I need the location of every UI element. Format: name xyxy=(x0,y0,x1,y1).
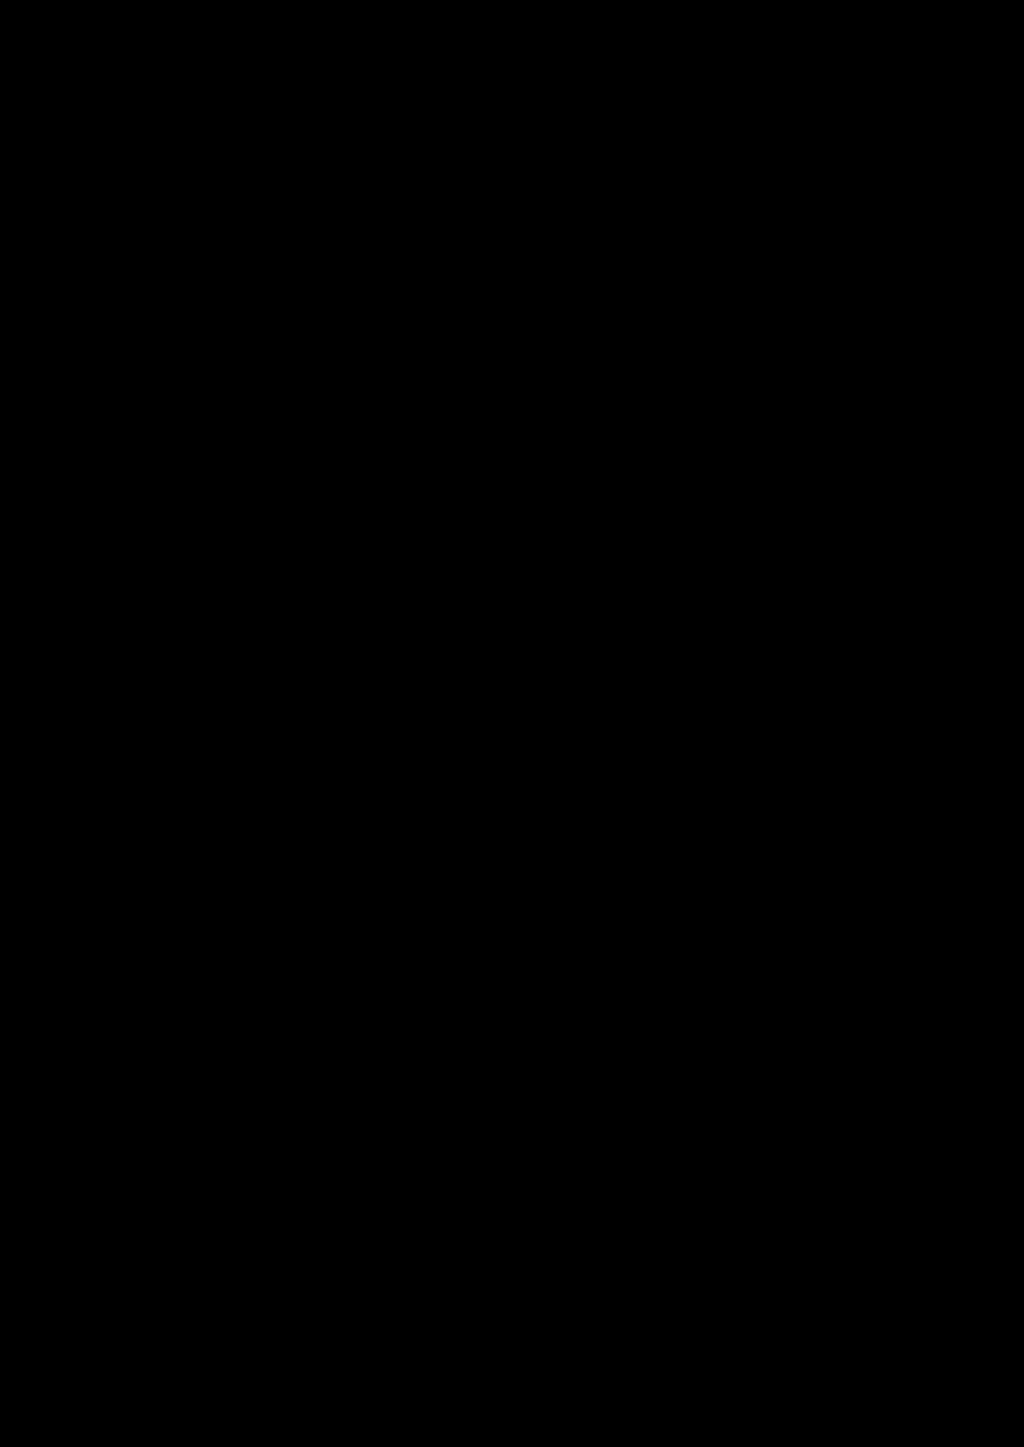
text-line: zakresie, to jest obecny na sesji pracownik PCPR, który odpowie na pytania. Uwag nikt nie xyxy=(123,488,909,509)
section-heading-ad-15: Ad 15. Ocena zasobów pomocy społecznej za rok 2014 dla powiatu kolskiego. xyxy=(123,381,746,402)
text-line: PCPR co roku składa tego typu sprawozdanie. Jeżeli radni mają jakiekolwiek pytania w tym xyxy=(123,453,909,474)
section-heading-ad-17: Ad 17. Odpowiedzi na zapytania i interpelacje. xyxy=(123,1229,502,1250)
text-line: jest do zwrotu kosztów postępowania kasacyjnego w kwocie 6 721 zł . xyxy=(123,1052,661,1073)
text-line: została podjęta, oznaczona Nr VII/46/2015 i stanowi załącznik nr 12 do protokołu. xyxy=(123,1192,752,1213)
list-item: - remont zabezpieczająco- wzmacniający i rewaloryzacja kaplicy pw. Błogosławionego xyxy=(123,770,909,791)
text-line: sprawę do ponownego rozpatrzenia. W związku z powyższym Powiat Kolski zobowiązany xyxy=(123,1017,909,1038)
text-line: Zarządu Województwa Wielkopolskiego w przedmiocie określenia przypadającej do zwrotu xyxy=(123,912,909,933)
text-line: 20 000 zł. xyxy=(123,841,199,862)
text-line: została podjęta jednogłośnie, oznaczona Nr VII/45/2015 i stanowi załącznik nr 10 do xyxy=(123,310,909,331)
text-line: Starosta Kolski Wieńczysław Oblizajek – interpelacja radnego Jana Stępińskiego xyxy=(123,1264,740,1285)
text-line: Powiatu przyjęła ocenę zasobów pomocy społecznej za rok 2014 dla powiatu kolskiego przez xyxy=(123,558,909,579)
list-item: - przekazanie przez Gminę Miejską Koło środków finansowych w wysokości 115 000 zł z xyxy=(123,701,909,722)
section-heading-ad-16: Ad 16. Podjęcie uchwały w sprawie wprowadzenia zmian w budżecie powiatu na 2015r. xyxy=(123,629,829,650)
text-line: ww. projekt uchwały. xyxy=(123,167,286,188)
text-line: Bogumiła w Dobrowie. Wnioskowana kwota dotacji z budżetu Powiatu Kolskiego wynosi xyxy=(123,807,909,828)
text-line: przeznaczeniem na remont nawierzchni ul. Konarskiego w Kole. xyxy=(123,736,616,757)
text-line: Przedecz- Rybno). NSA uchylił wyrok Wojewódzkiego Sądu Administracyjnego i przekazał xyxy=(123,982,909,1003)
text-line: kwoty dofinansowania z budżetu UE (dot. przebudowy drogi powiatowej nr 3401P Kłodawa- xyxy=(123,947,909,968)
text-line: Przewodniczący Rady Powiatu Marek Tomicki poddał pod głosowanie projekt uchwały xyxy=(123,204,909,225)
text-line: Uwag do projektu nikt nie wnosił, Przewodniczący Rady Powiatu Marek Tomicki poddał pod xyxy=(123,1087,909,1108)
text-line: w sprawie zmiany Regulaminu Organizacyjnego Starostwa Powiatowego w Kole. xyxy=(123,238,909,259)
list-item: - wyrok Naczelnego Sądu Administracyjnego w sprawie skargi Powiatu Kolskiego na decyzję xyxy=(123,877,909,898)
text-line: aklamację. Informacja stanowi załącznik nr 11 do protokołu. xyxy=(123,593,584,614)
text-line: Przewodniczący Rady Marek Tomicki poinformował, że informacja nie będzie omawiana, xyxy=(123,418,909,439)
text-line: Komisja Gospodarcza i Komisji Prawa i Porządku Publicznego pozytywnie zaopiniowały xyxy=(123,130,909,151)
text-line: zgłaszał, w związku z tym Przewodniczący Rady Marek Tomicki poinformował, że Rada xyxy=(123,523,909,544)
text-line: protokołu. xyxy=(123,347,202,368)
text-line: głosowanie projekt uchwały w sprawie wprowadzenia zmian w budżecie powiatu na 2015r. xyxy=(123,1122,909,1143)
text-line: Skarbnik przedstawił propozycje zamian: xyxy=(123,665,438,686)
text-line: W głosowaniu uczestniczyło 18 radnych, za – 18, przeciw- 0, wstrzymało się – 0. Uchwała xyxy=(123,274,909,295)
text-line: W głosowaniu uczestniczyło 18 radnych, za – 17, przeciw- 0, wstrzymało się – 1. Uchwała xyxy=(123,1157,909,1178)
